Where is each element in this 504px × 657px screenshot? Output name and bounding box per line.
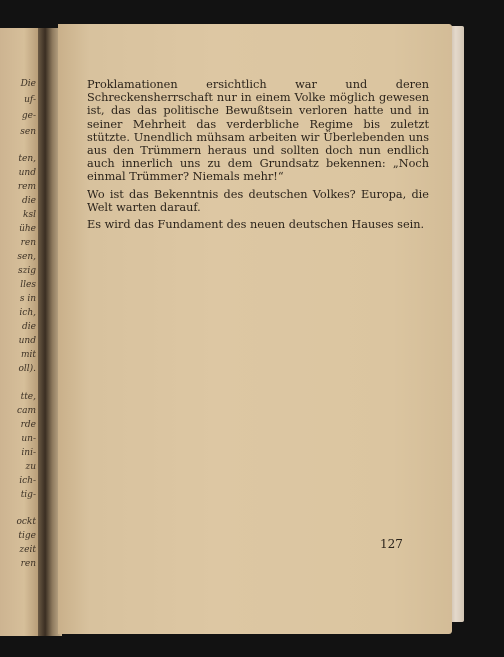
left-page-fragment: rde — [20, 420, 36, 430]
body-text — [87, 78, 429, 235]
left-page-fragment: tige — [18, 531, 36, 541]
left-page-fragment: sen, — [17, 252, 36, 262]
left-page-fragment: die — [22, 196, 36, 206]
left-page-fragment: ich- — [19, 476, 36, 486]
left-page-fragment: rem — [17, 182, 36, 192]
left-page-fragment: ksl — [23, 210, 36, 220]
left-page-fragment: tig- — [20, 490, 36, 500]
left-page-fragment: ich, — [19, 308, 36, 318]
left-page-fragment: uf- — [24, 95, 36, 105]
left-page-fragment: ini- — [21, 448, 36, 458]
right-page — [58, 24, 452, 634]
left-page-fragment: ühe — [19, 224, 36, 234]
left-page-fragment: ren — [20, 559, 36, 569]
left-page-fragment: s in — [19, 294, 36, 304]
left-page-fragment: und — [18, 336, 36, 346]
paragraph-2: Wo ist das Bekenntnis des deutschen Volkes? Europa, die Welt warten darauf. — [87, 187, 429, 214]
left-page-fragment: ockt — [16, 517, 36, 527]
left-page-fragment: tte, — [20, 392, 36, 402]
left-page-fragment: und — [18, 168, 36, 178]
left-page-fragment: Die — [20, 79, 36, 89]
paragraph-3: Es wird das Fundament des neuen deutschen Hauses sein. — [87, 218, 425, 232]
left-page-fragment: lles — [20, 280, 36, 290]
left-page-fragment: ten, — [18, 154, 36, 164]
left-page-fragment: sen — [20, 127, 36, 137]
left-page-fragment: die — [22, 322, 36, 332]
left-page-fragment: szig — [18, 266, 36, 276]
left-page-fragment: zu — [25, 462, 36, 472]
paragraph-1: Proklamationen ersichtlich war und deren Schreckensherrschaft nur in einem Volke möglich gewesen ist, das das politische Bewußtsein verloren hatte und in seiner Mehrheit das verderbliche Regime bis zuletzt stützte. Unendlich mühsam arbeiten wir Überlebenden uns aus den Trümmern heraus und sollten doch nun endlich auch innerlich uns zu dem Grundsatz bekennen: „Noch einmal Trümmer? Niemals mehr!“ — [87, 78, 429, 184]
page-stack-edge — [450, 26, 464, 622]
left-page — [0, 28, 40, 636]
left-page-fragment: ge- — [21, 111, 36, 121]
left-page-fragment: cam — [17, 406, 36, 416]
left-page-fragment: un- — [21, 434, 36, 444]
left-page-fragment: mit — [20, 350, 36, 360]
left-page-fragment: ren — [20, 238, 36, 248]
left-page-fragment: oll). — [18, 364, 36, 374]
left-page-fragment: zeit — [19, 545, 36, 555]
page-number: 127 — [380, 537, 403, 551]
